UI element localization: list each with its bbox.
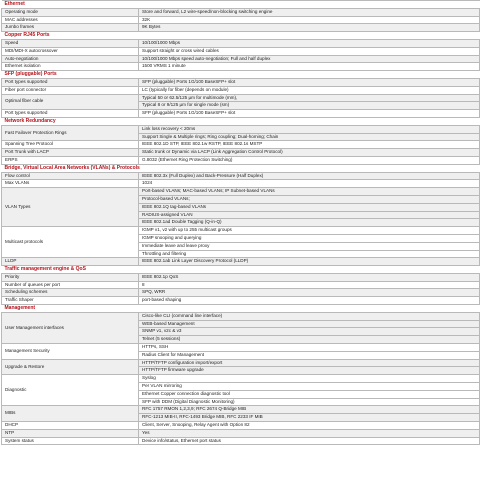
section-header-network-redundancy — [2, 117, 480, 125]
spec-label: Diagnostic — [2, 375, 139, 406]
spec-table-body — [2, 1, 480, 445]
spec-row — [2, 375, 480, 383]
spec-row — [2, 16, 480, 24]
spec-label: Fast Failover Protection Rings — [2, 125, 139, 141]
spec-value: HTTP/TFTP configuration import/export — [139, 359, 480, 367]
spec-value: Link loss recovery < 20ms — [139, 125, 480, 133]
spec-value: Throttling and filtering — [139, 250, 480, 258]
section-header-traffic-management-engine-qos — [2, 266, 480, 274]
section-title: Bridge, Virtual Local Area Networks (VLANs) & Protocols — [2, 164, 480, 172]
spec-label: LLDP — [2, 258, 139, 266]
spec-label: Traffic Shaper — [2, 297, 139, 305]
spec-label: ERPS — [2, 156, 139, 164]
spec-label: Port Trunk with LACP — [2, 149, 139, 157]
spec-value: Device info/status, Ethernet port status — [139, 437, 480, 445]
spec-row — [2, 406, 480, 414]
spec-value: IGMP v1, v2 with up to 255 multicast groups — [139, 227, 480, 235]
spec-value: SFP (pluggable) Ports 1G/100 BaseSFP+ slot — [139, 78, 480, 86]
spec-table — [1, 0, 480, 445]
spec-value: RADIUS-assigned VLAN — [139, 211, 480, 219]
spec-label: Port types supported — [2, 78, 139, 86]
section-title: Copper RJ45 Ports — [2, 32, 480, 40]
spec-label: Port types supported — [2, 110, 139, 118]
spec-value: 9K Bytes — [139, 24, 480, 32]
spec-row — [2, 180, 480, 188]
spec-row — [2, 125, 480, 133]
spec-row — [2, 47, 480, 55]
spec-value: Per VLAN mirroring — [139, 383, 480, 391]
spec-value: Store and forward, L2 wire-speed/non-blocking switching engine — [139, 8, 480, 16]
spec-value: Typical 50 or 62.5/125 µm for multimode (mm), — [139, 94, 480, 102]
spec-row — [2, 289, 480, 297]
spec-value: HTTPs, SSH — [139, 344, 480, 352]
spec-row — [2, 227, 480, 235]
section-title: Traffic management engine & QoS — [2, 266, 480, 274]
spec-label: MAC addresses — [2, 16, 139, 24]
spec-value: Support Single & Multiple rings; Ring coupling; Dual-homing; Chain — [139, 133, 480, 141]
spec-value: SPQ, WRR — [139, 289, 480, 297]
spec-value: Protocol-based VLANs; — [139, 195, 480, 203]
spec-row — [2, 149, 480, 157]
spec-row — [2, 172, 480, 180]
spec-value: IEEE 802.1ad Double Tagging (Q-in-Q) — [139, 219, 480, 227]
spec-row — [2, 141, 480, 149]
spec-label: Priority — [2, 273, 139, 281]
spec-value: 32K — [139, 16, 480, 24]
spec-value: G.8032 (Ethernet Ring Protection Switching) — [139, 156, 480, 164]
section-title: Management — [2, 305, 480, 313]
section-title: Ethernet — [2, 1, 480, 9]
spec-value: 10/100/1000 Mbps speed auto-negotiation; Full and half duplex — [139, 55, 480, 63]
spec-label: Speed — [2, 39, 139, 47]
spec-row — [2, 55, 480, 63]
spec-row — [2, 312, 480, 320]
spec-row — [2, 359, 480, 367]
spec-value: IEEE 802.1Q tag-based VLANs — [139, 203, 480, 211]
spec-label: Management Security — [2, 344, 139, 360]
spec-value: Client, Server, Snooping, Relay Agent with Option 82 — [139, 422, 480, 430]
spec-label: NTP — [2, 429, 139, 437]
spec-value: SNMP v1, v2c & v3 — [139, 328, 480, 336]
section-title: Network Redundancy — [2, 117, 480, 125]
spec-value: Immediate leave and leave proxy — [139, 242, 480, 250]
spec-value: Support straight or cross wired cables — [139, 47, 480, 55]
spec-label: System status — [2, 437, 139, 445]
spec-value: SFP (pluggable) Ports 1G/100 BaseSFP+ slot — [139, 110, 480, 118]
spec-label: Jumbo frames — [2, 24, 139, 32]
spec-row — [2, 258, 480, 266]
spec-value: Yes — [139, 429, 480, 437]
spec-row — [2, 437, 480, 445]
spec-row — [2, 110, 480, 118]
spec-label: Ethernet isolation — [2, 63, 139, 71]
spec-row — [2, 344, 480, 352]
spec-label: Spanning Tree Protocol — [2, 141, 139, 149]
section-header-sfp-pluggable-ports — [2, 71, 480, 79]
spec-row — [2, 24, 480, 32]
spec-value: 10/100/1000 Mbps — [139, 39, 480, 47]
spec-value: 1024 — [139, 180, 480, 188]
spec-value: LC (typically for fiber (depends on module) — [139, 86, 480, 94]
spec-value: 1500 VRMS 1 minute — [139, 63, 480, 71]
spec-row — [2, 78, 480, 86]
spec-label: Scheduling schemes — [2, 289, 139, 297]
spec-label: Optimal fiber cable — [2, 94, 139, 110]
spec-row — [2, 429, 480, 437]
spec-label: Upgrade & Restore — [2, 359, 139, 375]
spec-value: IEEE 802.3x (Full Duplex) and Back-Pressure (Half Duplex) — [139, 172, 480, 180]
spec-row — [2, 281, 480, 289]
spec-value: port-based shaping — [139, 297, 480, 305]
spec-value: Syslog — [139, 375, 480, 383]
spec-label: User Management interfaces — [2, 312, 139, 343]
spec-label: DHCP — [2, 422, 139, 430]
spec-value: Port-based VLANs; MAC-based VLANs; IP Subnet-based VLANs — [139, 188, 480, 196]
spec-value: RFC 1757 RMON 1,2,3,9; RFC 2674 Q-Bridge MIB — [139, 406, 480, 414]
spec-label: VLAN Types — [2, 188, 139, 227]
spec-value: Cisco-like CLI (command line interface) — [139, 312, 480, 320]
spec-value: HTTP/TFTP firmware upgrade — [139, 367, 480, 375]
spec-label: Multicast protocols — [2, 227, 139, 258]
section-header-management — [2, 305, 480, 313]
section-header-bridge-virtual-local-area-networks-vlans-protocols — [2, 164, 480, 172]
spec-value: IEEE 802.1ab Link Layer Discovery Protocol (LLDP) — [139, 258, 480, 266]
spec-label: MDI/MDI-X autocrossover — [2, 47, 139, 55]
section-header-ethernet — [2, 1, 480, 9]
spec-value: WEB-based Management — [139, 320, 480, 328]
spec-row — [2, 156, 480, 164]
spec-row — [2, 63, 480, 71]
spec-row — [2, 188, 480, 196]
spec-value: IEEE 802.1D STP, IEEE 802.1w RSTP, IEEE 802.1s MSTP — [139, 141, 480, 149]
spec-row — [2, 86, 480, 94]
section-header-copper-rj45-ports — [2, 32, 480, 40]
section-title: SFP (pluggable) Ports — [2, 71, 480, 79]
spec-value: RFC-1213 MIB-II, RFC-1493 Bridge MIB, RFC 2233 IF MIB — [139, 414, 480, 422]
spec-value: Static trunk or Dynamic via LACP (Link Aggregation Control Protocol) — [139, 149, 480, 157]
spec-label: Number of queues per port — [2, 281, 139, 289]
spec-value: Telnet (5 sessions) — [139, 336, 480, 344]
spec-value: IGMP snooping and querying — [139, 234, 480, 242]
spec-label: Operating mode — [2, 8, 139, 16]
spec-row — [2, 8, 480, 16]
spec-row — [2, 297, 480, 305]
spec-label: Auto-negotiation — [2, 55, 139, 63]
spec-value: Typical 8 or 9/125 µm for single mode (sm) — [139, 102, 480, 110]
spec-label: Flow control — [2, 172, 139, 180]
spec-value: 8 — [139, 281, 480, 289]
spec-label: MIBs — [2, 406, 139, 422]
spec-row — [2, 422, 480, 430]
spec-label: Fiber port connector — [2, 86, 139, 94]
spec-row — [2, 273, 480, 281]
spec-value: Radius Client for Management — [139, 351, 480, 359]
spec-value: IEEE 802.1p QoS — [139, 273, 480, 281]
spec-row — [2, 39, 480, 47]
spec-label: Max VLANs — [2, 180, 139, 188]
spec-value: SFP with DDM (Digital Diagnostic Monitoring) — [139, 398, 480, 406]
spec-value: Ethernet Copper connection diagnostic tool — [139, 390, 480, 398]
spec-row — [2, 94, 480, 102]
